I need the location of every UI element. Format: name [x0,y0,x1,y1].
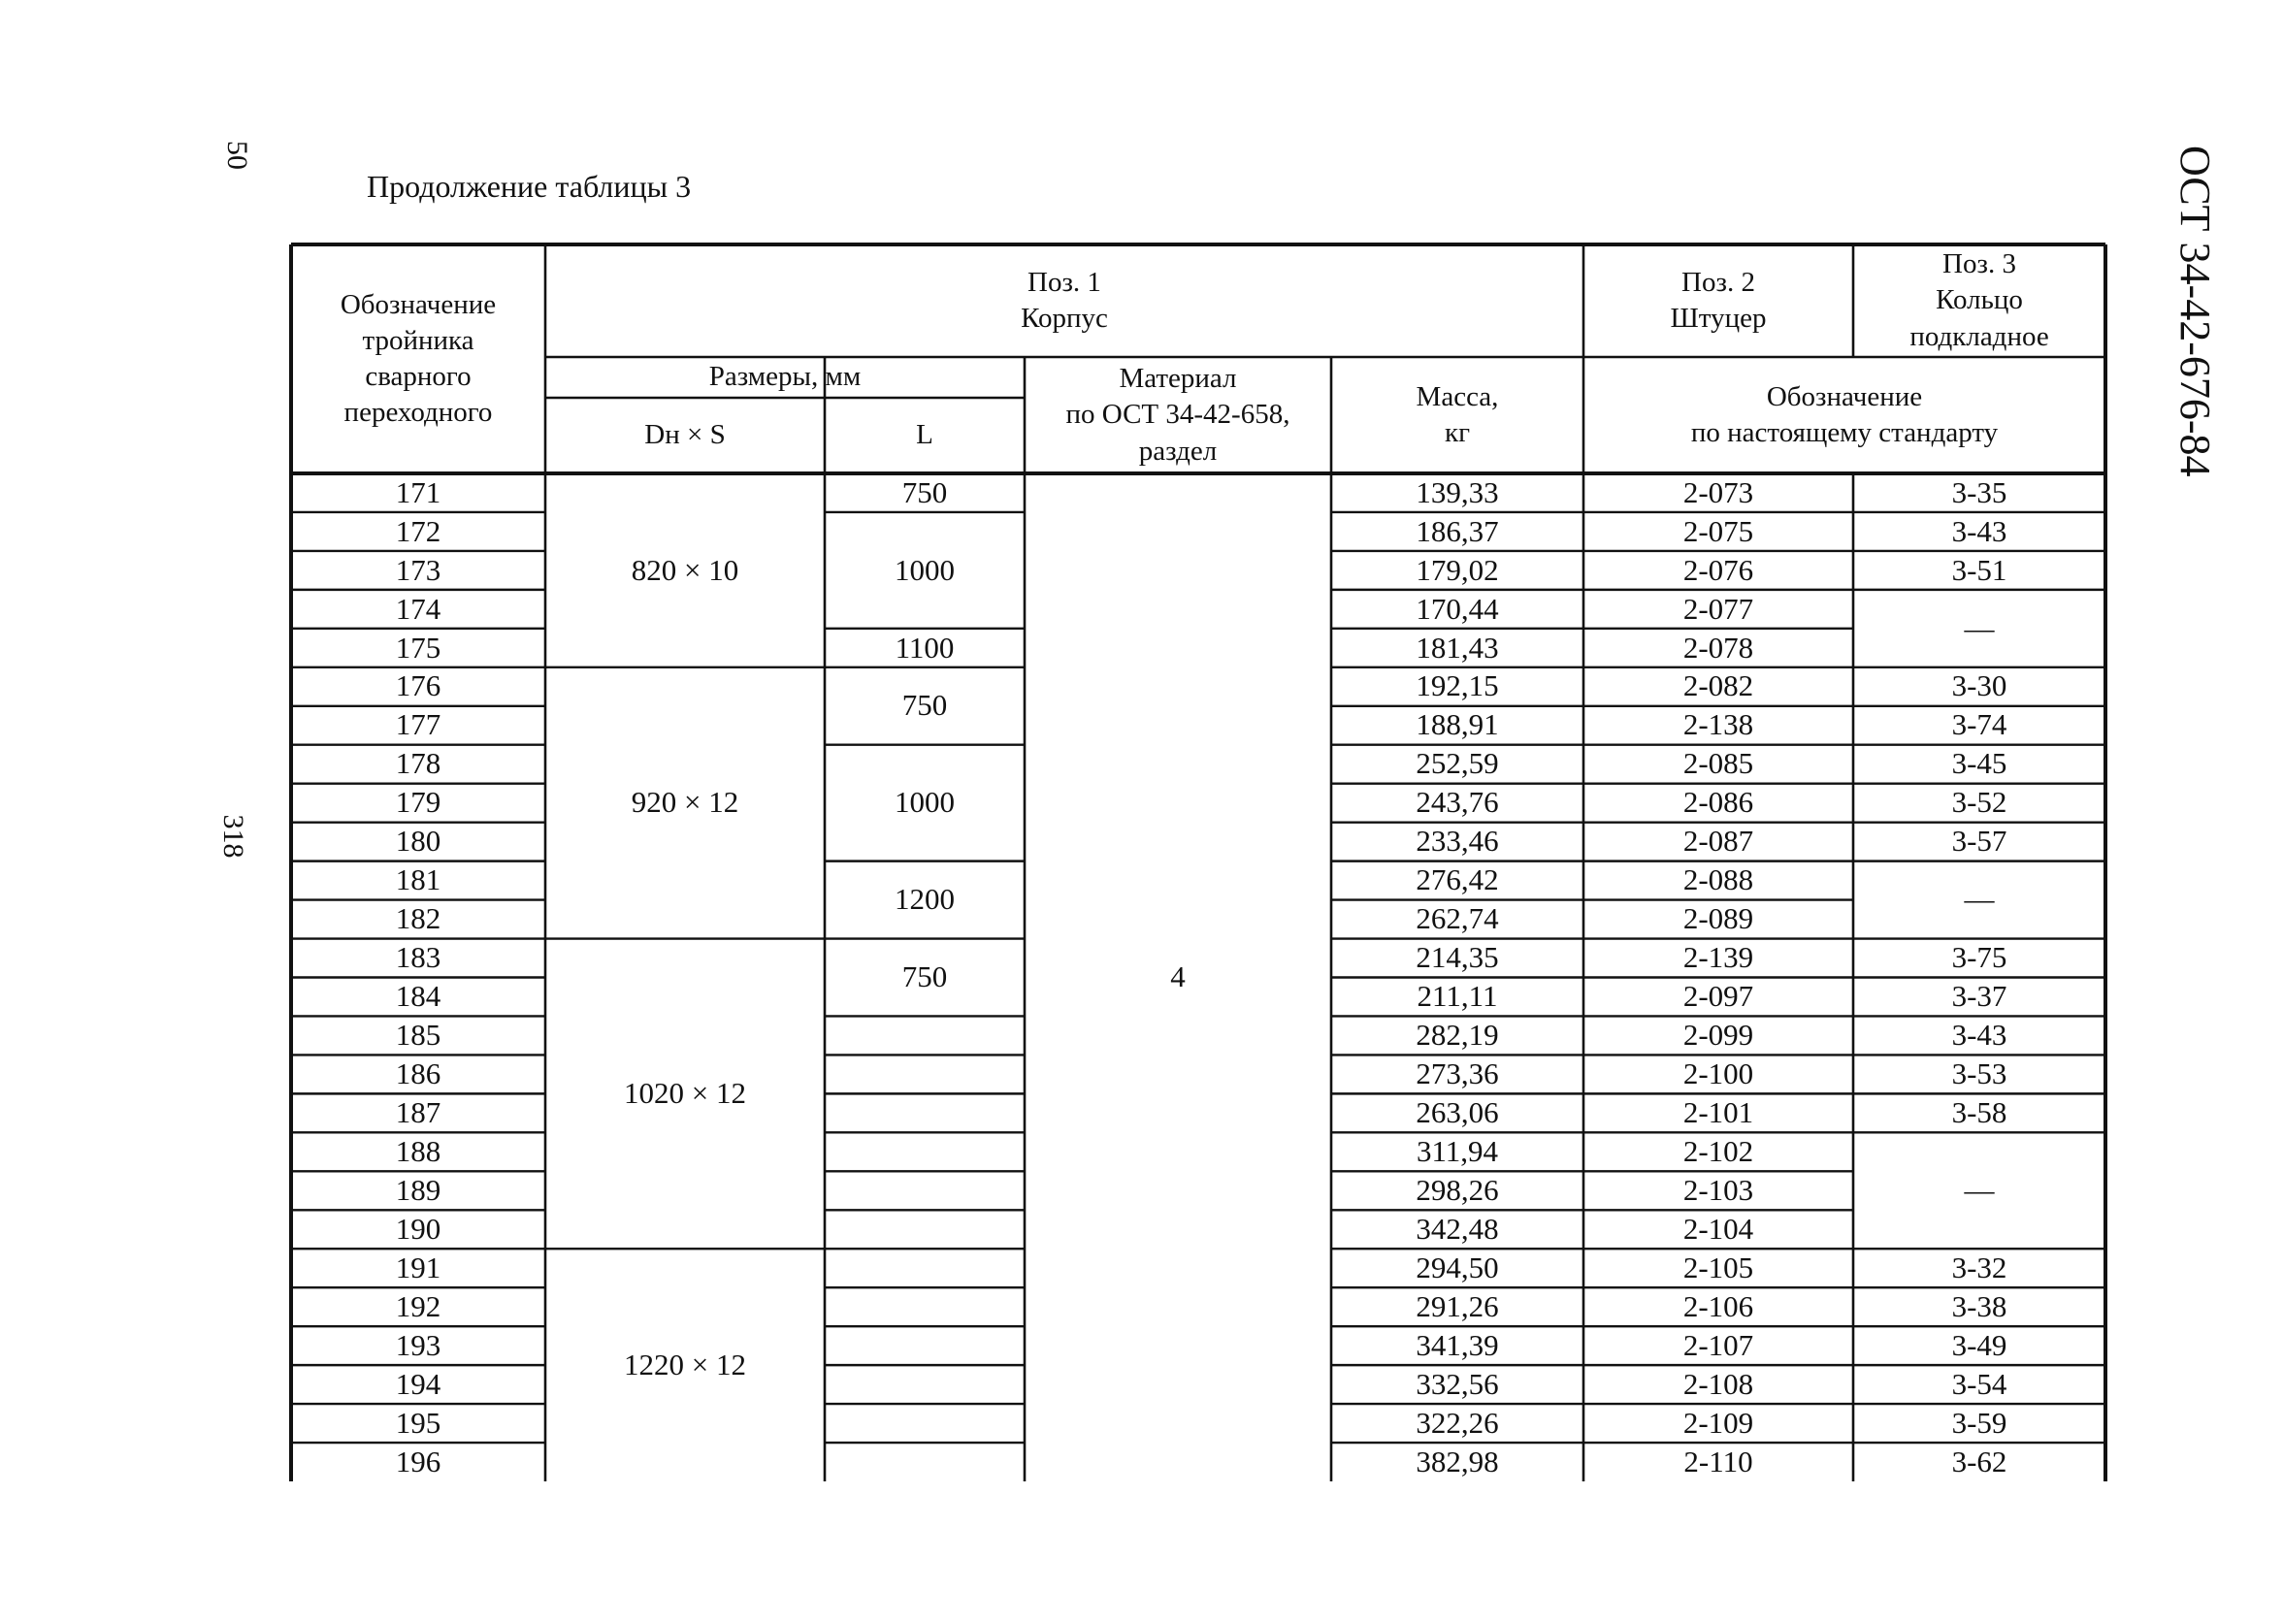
row-pos3: 3-35 [1951,474,2007,509]
row-designation: 178 [395,746,441,781]
header-designation-line: Обозначение [340,288,497,320]
row-pos2: 2-078 [1682,630,1754,665]
row-designation: 193 [395,1327,441,1362]
row-pos2: 2-138 [1682,707,1754,742]
row-designation: 183 [395,940,441,975]
header-pos3 [1853,244,2105,357]
row-mass: 276,42 [1416,862,1499,897]
row-pos2: 2-082 [1682,668,1754,703]
row-pos2: 2-103 [1682,1172,1754,1207]
row-mass: 186,37 [1416,513,1499,548]
header-material-line: раздел [1138,435,1218,467]
header-designation-line: тройника [362,324,474,356]
row-mass: 263,06 [1416,1095,1499,1130]
row-pos2: 2-087 [1682,824,1754,859]
header-material-line: по ОСТ 34-42-658, [1065,399,1290,431]
row-designation: 194 [395,1366,441,1401]
header-pos2-line: Поз. 2 [1681,266,1755,298]
row-mass: 342,48 [1416,1211,1499,1246]
row-pos2: 2-097 [1682,979,1754,1014]
row-designation: 195 [395,1405,441,1440]
sheet-number: 318 [217,814,249,859]
row-mass: 282,19 [1416,1018,1499,1053]
header-mass-line: Масса, [1416,380,1499,412]
header-pos2 [1583,244,1853,357]
header-pos1 [545,244,1583,357]
row-pos2: 2-075 [1682,513,1754,548]
row-mass: 188,91 [1416,707,1499,742]
row-designation: 179 [395,785,441,820]
row-mass: 311,94 [1416,1134,1499,1169]
row-designation: 196 [395,1444,441,1478]
row-pos2: 2-086 [1682,785,1754,820]
row-pos3: 3-52 [1951,785,2007,820]
document-code: ОСТ 34-42-676-84 [2171,146,2219,477]
header-standard-designation-line: Обозначение [1766,380,1923,412]
row-pos3: 3-53 [1951,1056,2007,1091]
length-group: 750 [901,688,948,723]
row-mass: 170,44 [1416,591,1499,626]
row-designation: 171 [395,474,441,509]
pos3-dash: — [1964,1172,1995,1207]
row-pos3: 3-37 [1951,979,2007,1014]
row-pos3: 3-49 [1951,1327,2007,1362]
row-designation: 189 [395,1172,441,1207]
row-designation: 180 [395,824,441,859]
dn-s-group: 820 × 10 [631,552,739,587]
row-pos2: 2-108 [1682,1366,1754,1401]
header-pos3-line: подкладное [1909,320,2049,352]
row-designation: 190 [395,1211,441,1246]
row-pos2: 2-104 [1682,1211,1754,1246]
header-designation-line: сварного [365,361,472,392]
dn-s-group: 920 × 12 [631,785,739,820]
row-designation: 173 [395,552,441,587]
row-mass: 181,43 [1416,630,1499,665]
header-pos2-line: Штуцер [1670,303,1767,334]
row-mass: 298,26 [1416,1172,1499,1207]
row-pos3: 3-57 [1951,824,2007,859]
row-mass: 341,39 [1416,1327,1499,1362]
row-mass: 294,50 [1416,1250,1499,1284]
row-pos2: 2-073 [1682,474,1754,509]
header-material-line: Материал [1119,363,1237,395]
row-mass: 322,26 [1416,1405,1499,1440]
row-mass: 262,74 [1416,901,1499,936]
row-pos2: 2-101 [1682,1095,1754,1130]
row-pos2: 2-106 [1682,1288,1754,1323]
row-designation: 188 [395,1134,441,1169]
material-group: 4 [1170,959,1186,994]
header-designation-line: переходного [343,397,493,429]
header-pos3-line: Кольцо [1936,284,2023,316]
length-group: 750 [901,959,948,994]
row-pos3: 3-38 [1951,1288,2007,1323]
row-mass: 211,11 [1417,979,1498,1014]
row-pos3: 3-43 [1951,513,2007,548]
row-pos3: 3-54 [1951,1366,2007,1401]
row-pos2: 2-139 [1682,940,1754,975]
row-pos3: 3-62 [1951,1444,2007,1478]
row-pos3: 3-45 [1951,746,2007,781]
row-mass: 273,36 [1416,1056,1499,1091]
row-pos3: 3-30 [1951,668,2007,703]
row-pos3: 3-32 [1951,1250,2007,1284]
length-group: 750 [901,474,948,509]
row-mass: 291,26 [1416,1288,1499,1323]
dn-s-group: 1020 × 12 [624,1076,746,1111]
row-mass: 179,02 [1416,552,1499,587]
row-designation: 184 [395,979,441,1014]
page-number: 50 [221,141,253,170]
row-pos3: 3-51 [1951,552,2007,587]
row-mass: 243,76 [1416,785,1499,820]
header-standard-designation-line: по настоящему стандарту [1690,417,1999,448]
row-mass: 139,33 [1416,474,1499,509]
row-mass: 214,35 [1416,940,1499,975]
row-designation: 177 [395,707,441,742]
header-pos3-line: Поз. 3 [1942,248,2016,280]
header-standard-designation [1583,357,2105,473]
row-mass: 332,56 [1416,1366,1499,1401]
row-mass: 252,59 [1416,746,1499,781]
row-designation: 186 [395,1056,441,1091]
pos3-dash: — [1964,882,1995,917]
row-designation: 174 [395,591,441,626]
header-dn-s: Dн × S [644,419,726,451]
row-designation: 191 [395,1250,441,1284]
row-pos2: 2-088 [1682,862,1754,897]
row-pos2: 2-107 [1682,1327,1754,1362]
length-group: 1200 [895,882,955,917]
row-designation: 187 [395,1095,441,1130]
row-pos2: 2-109 [1682,1405,1754,1440]
row-pos3: 3-43 [1951,1018,2007,1053]
dn-s-group: 1220 × 12 [624,1347,746,1381]
row-designation: 185 [395,1018,441,1053]
row-pos2: 2-100 [1682,1056,1754,1091]
row-mass: 233,46 [1416,824,1499,859]
header-designation [291,244,545,473]
row-pos2: 2-102 [1682,1134,1754,1169]
row-pos3: 3-74 [1951,707,2007,742]
row-mass: 192,15 [1416,668,1499,703]
header-pos1-line: Корпус [1021,303,1108,334]
header-mass [1331,357,1583,473]
row-pos3: 3-59 [1951,1405,2007,1440]
row-pos3: 3-75 [1951,940,2007,975]
length-group: 1000 [895,785,955,820]
header-pos1-line: Поз. 1 [1027,266,1101,298]
row-designation: 175 [395,630,441,665]
row-designation: 192 [395,1288,441,1323]
row-pos2: 2-077 [1682,591,1754,626]
row-pos3: 3-58 [1951,1095,2007,1130]
pos3-dash: — [1964,610,1995,645]
row-designation: 181 [395,862,441,897]
header-dimensions: Размеры, мм [708,361,862,393]
length-group: 1100 [895,630,955,665]
row-pos2: 2-076 [1682,552,1754,587]
row-pos2: 2-110 [1683,1444,1753,1478]
row-pos2: 2-105 [1682,1250,1754,1284]
header-length: L [916,419,933,451]
row-pos2: 2-099 [1682,1018,1754,1053]
length-group: 1000 [895,552,955,587]
row-designation: 176 [395,668,441,703]
row-pos2: 2-085 [1682,746,1754,781]
header-material [1025,357,1331,473]
row-designation: 182 [395,901,441,936]
table-caption: Продолжение таблицы 3 [367,169,692,204]
header-mass-line: кг [1445,417,1470,448]
row-designation: 172 [395,513,441,548]
row-pos2: 2-089 [1682,901,1754,936]
row-mass: 382,98 [1416,1444,1499,1478]
